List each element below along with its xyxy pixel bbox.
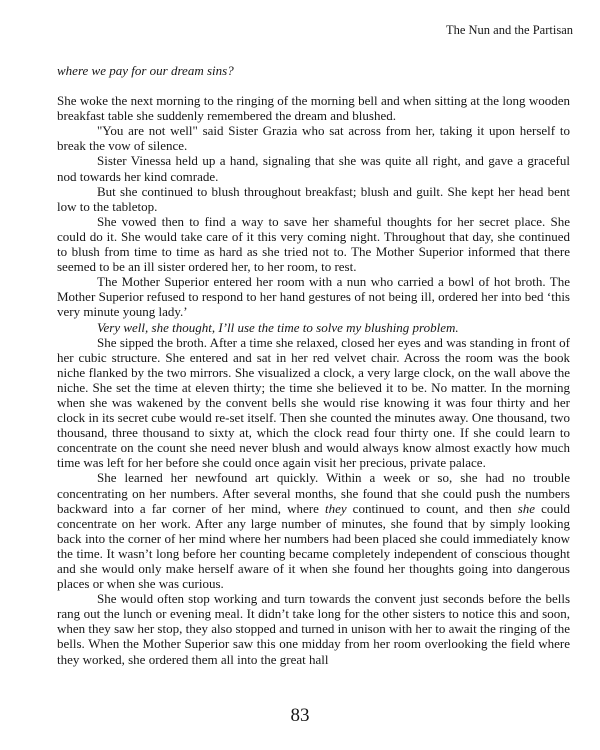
text-segment: The Mother Superior entered her room with a nun who carried a bowl of hot broth. The Mother Superior refused to respond to her hand gestures of not being ill, ordered her into bed ‘this very minute young lady.’ (57, 274, 570, 320)
paragraph-newfound-art (57, 470, 570, 591)
paragraph-waking (57, 93, 570, 123)
paragraph-very-well-thought (57, 320, 570, 335)
paragraph-bells (57, 591, 570, 666)
text-segment: "You are not well" said Sister Grazia who sat across from her, taking it upon herself to break the vow of silence. (57, 123, 570, 154)
text-segment: She woke the next morning to the ringing of the morning bell and when sitting at the long wooden breakfast table she suddenly remembered the dream and blushed. (57, 93, 570, 124)
paragraph-clock-visualization (57, 335, 570, 471)
paragraph-mother-superior (57, 274, 570, 319)
running-header-title: The Nun and the Partisan (445, 23, 573, 37)
italic-text-segment: they (324, 500, 347, 516)
paragraph-vow (57, 214, 570, 274)
text-segment: She would often stop working and turn towards the convent just seconds before the bells rang out the lunch or evening meal. It didn’t take long for the other sisters to notice this and soon, when they saw her stop, they also stopped and turned in unison with her to await the ringing of the bells. When the Mother Superior saw this one midday from her room overlooking the field where they worked, she ordered them all into the great hall (57, 591, 570, 667)
text-segment: could concentrate on her work. After any large number of minutes, she found that by simply looking back into the corner of her mind where her numbers had been placed she could immediately know the time. It wasn’t long before her counting became completely independent of conscious thought and she would only make herself aware of it when she found her thoughts going into dangerous places or when she was curious. (57, 500, 570, 592)
text-segment: Sister Vinessa held up a hand, signaling that she was quite all right, and gave a graceful nod towards her kind comrade. (57, 153, 570, 184)
text-segment: She learned her newfound art quickly. Within a week or so, she had no trouble concentrating on her numbers. After several months, she found that she could push the numbers backward into a far corner of her mind, where (57, 470, 570, 516)
italic-text-segment: where we pay for our dream sins? (57, 63, 234, 78)
epigraph-line (57, 63, 570, 78)
italic-text-segment: Very well, she thought, I’ll use the time to solve my blushing problem. (97, 319, 459, 335)
page-body (57, 63, 570, 667)
text-segment: She vowed then to find a way to save her shameful thoughts for her secret place. She could do it. She would take care of it this very coming night. Throughout that day, she continued to blush from time to time as hard as she tried not to. The Mother Superior informed that there seemed to be an ill sister ordered her, to her room, to rest. (57, 213, 570, 275)
text-segment: She sipped the broth. After a time she relaxed, closed her eyes and was standing in front of her cubic structure. She entered and sat in her red velvet chair. Across the room was the book niche flanked by the two mirrors. She visualized a clock, a very large clock, on the wall above the niche. She set the time at eleven thirty; the time she believed it to be. No matter. In the morning when she was wakened by the convent bells she would rise knowing it was four thirty and her clock in its secret cube would re-set itself. Then she counted the minutes away. One thousand, two thousand, three thousand to sixty at, which the clock read four thirty one. If she could learn to concentrate on the count she need never blush and would always know almost exactly how much time was left for her before she could once again visit her precious, private palace. (57, 334, 570, 471)
italic-text-segment: she (517, 500, 536, 516)
text-segment: continued to count, and then (346, 500, 518, 516)
text-segment: But she continued to blush throughout breakfast; blush and guilt. She kept her head bent low to the tabletop. (57, 183, 570, 214)
paragraph-sister-grazia (57, 123, 570, 153)
page-number: 83 (290, 705, 310, 726)
paragraph-sister-vinessa (57, 153, 570, 183)
paragraph-continued-blush (57, 184, 570, 214)
